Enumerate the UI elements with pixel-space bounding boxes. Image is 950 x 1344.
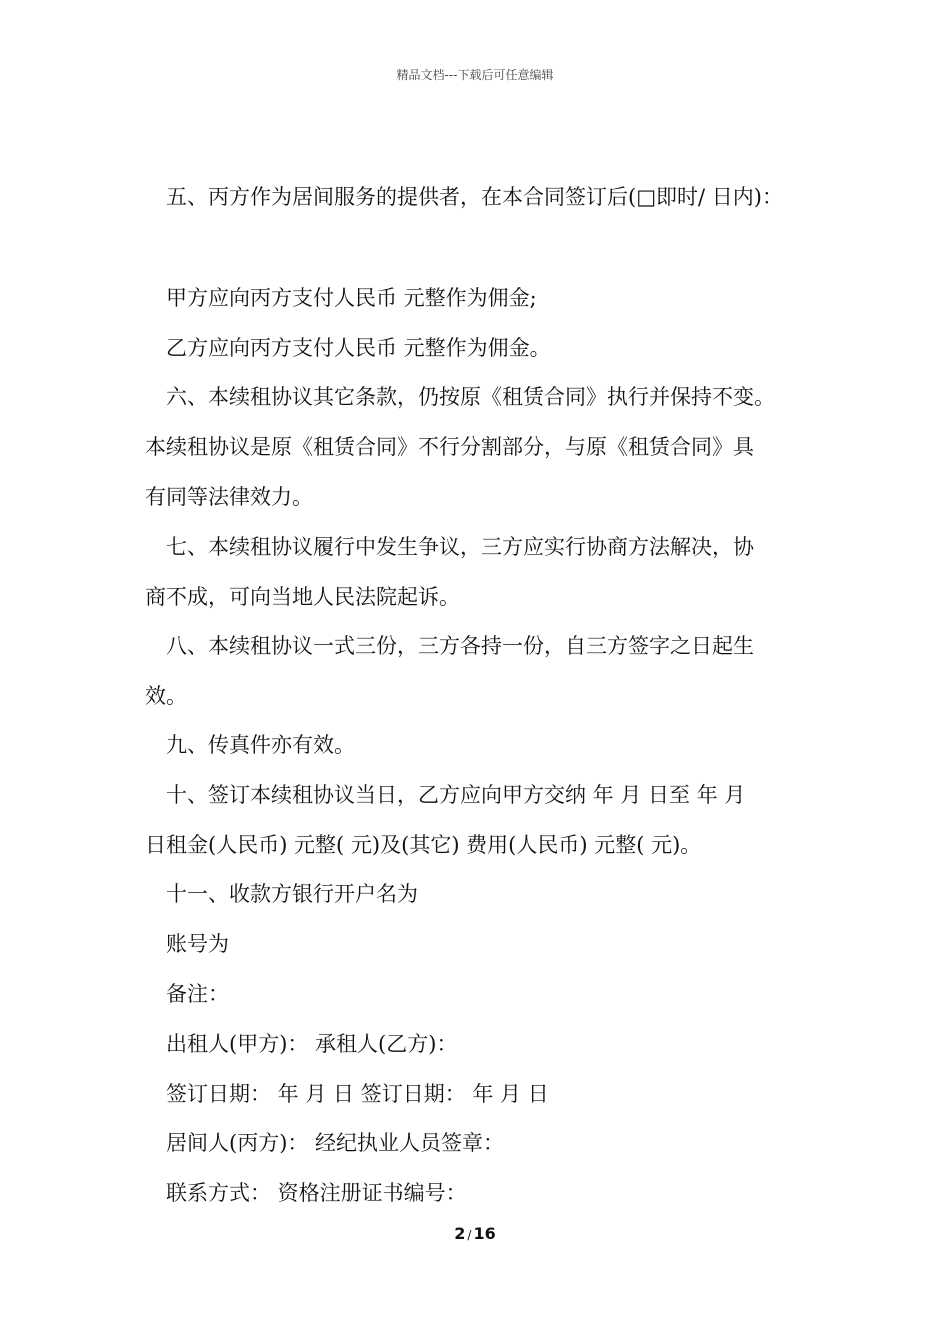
page-number	[0, 1224, 950, 1243]
clause-6-line-1: 六、本续租协议其它条款，仍按原《租赁合同》执行并保持不变。	[166, 385, 775, 409]
clause-6-line-2: 本续租协议是原《租赁合同》不行分割部分，与原《租赁合同》具	[145, 435, 754, 459]
page-total: 16	[473, 1224, 496, 1243]
clause-8-line-2: 效。	[145, 684, 187, 708]
intermediary-signature: 居间人(丙方)： 经纪执业人员签章：	[166, 1131, 505, 1155]
clause-9: 九、传真件亦有效。	[166, 733, 355, 757]
page-header: 精品文档---下载后可任意编辑	[396, 68, 554, 82]
clause-5: 五、丙方作为居间服务的提供者，在本合同签订后(□即时/ 日内)：	[166, 185, 783, 209]
lessor-lessee-signature: 出租人(甲方)： 承租人(乙方)：	[166, 1032, 458, 1056]
page-separator: /	[467, 1228, 472, 1242]
remarks: 备注：	[166, 982, 229, 1006]
party-a-commission: 甲方应向丙方支付人民币 元整作为佣金;	[166, 286, 537, 310]
page-current: 2	[454, 1224, 466, 1243]
bank-account-number: 账号为	[166, 932, 229, 956]
clause-11-bank-name: 十一、收款方银行开户名为	[166, 882, 418, 906]
clause-6-line-3: 有同等法律效力。	[145, 485, 313, 509]
clause-10-line-1: 十、签订本续租协议当日，乙方应向甲方交纳 年 月 日至 年 月	[166, 783, 746, 807]
party-b-commission: 乙方应向丙方支付人民币 元整作为佣金。	[166, 336, 551, 360]
contact-certificate: 联系方式： 资格注册证书编号：	[166, 1181, 467, 1205]
clause-7-line-1: 七、本续租协议履行中发生争议，三方应实行协商方法解决，协	[166, 535, 754, 559]
clause-8-line-1: 八、本续租协议一式三份，三方各持一份，自三方签字之日起生	[166, 634, 754, 658]
clause-7-line-2: 商不成，可向当地人民法院起诉。	[145, 585, 460, 609]
clause-10-line-2: 日租金(人民币) 元整( 元)及(其它) 费用(人民币) 元整( 元)。	[145, 833, 702, 857]
signing-dates: 签订日期： 年 月 日 签订日期： 年 月 日	[166, 1082, 549, 1106]
